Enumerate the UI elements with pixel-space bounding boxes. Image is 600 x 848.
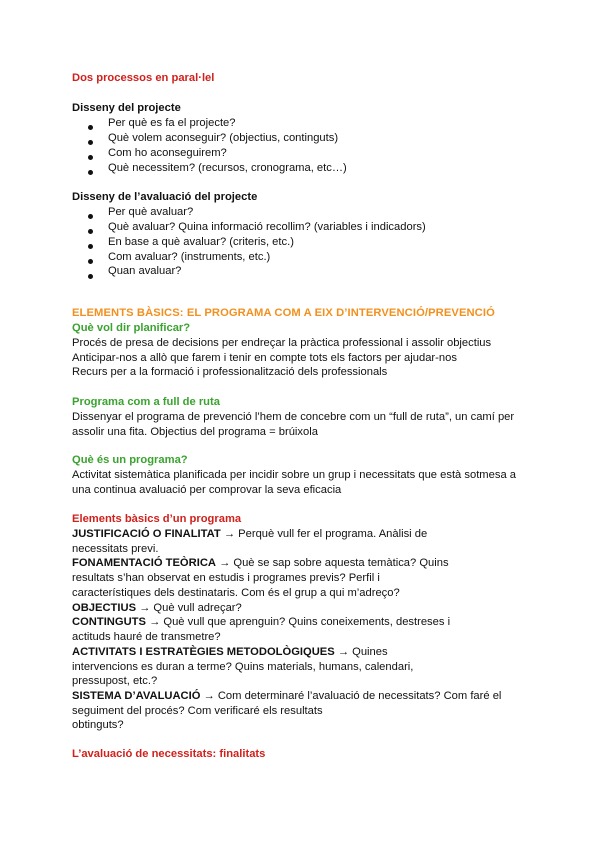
heading-programa: Què és un programa? [72,454,188,466]
paragraph-line: Activitat sistemàtica planificada per incidir sobre un grup i necessitats que està sotmesa a [72,469,516,481]
element-label: SISTEMA D’AVALUACIÓ [72,690,201,702]
element-label: FONAMENTACIÓ TEÒRICA [72,557,216,569]
paragraph-line: pressupost, etc.? [72,675,158,687]
bullet-icon [88,121,93,133]
element-continguts [72,615,450,630]
element-text: → Quines [334,646,388,658]
element-fonamentacio [72,556,449,571]
list-item: Per què avaluar? [108,206,194,218]
element-objectius [72,601,242,616]
heading-disseny-avaluacio: Disseny de l’avaluació del projecte [72,191,258,203]
paragraph-line: una continua avaluació per comprovar la seva eficacia [72,484,342,496]
element-label: ACTIVITATS I ESTRATÈGIES METODOLÒGIQUES [72,646,335,658]
heading-avaluacio-necessitats: L’avaluació de necessitats: finalitats [72,748,266,760]
heading-elements-programa: Elements bàsics d’un programa [72,513,242,525]
heading-planificar: Què vol dir planificar? [72,322,191,334]
list-item: Com ho aconseguirem? [108,147,227,159]
element-text: → Què se sap sobre aquesta temàtica? Quins [215,557,449,569]
element-label: CONTINGUTS [72,616,146,628]
bullet-icon [88,136,93,148]
element-sistema-avaluacio [72,689,501,704]
element-text: → Què vull adreçar? [136,602,242,614]
paragraph-line: seguiment del procés? Com verificaré els resultats [72,705,323,717]
paragraph-line: actituds hauré de transmetre? [72,631,221,643]
element-label: JUSTIFICACIÓ O FINALITAT [72,528,221,540]
heading-full-ruta: Programa com a full de ruta [72,396,220,408]
heading-disseny-projecte: Disseny del projecte [72,102,181,114]
bullet-icon [88,270,93,282]
element-text: → Perquè vull fer el programa. Anàlisi de [220,528,428,540]
paragraph-line: necessitats previ. [72,543,159,555]
bullet-icon [88,151,93,163]
paragraph-line: intervencions es duran a terme? Quins materials, humans, calendari, [72,661,414,673]
element-text: → Com determinaré l’avaluació de necessitats? Com faré el [200,690,502,702]
paragraph-line: obtinguts? [72,719,124,731]
paragraph-line: Dissenyar el programa de prevenció l’hem de concebre com un “full de ruta”, un camí per [72,411,515,423]
paragraph-line: Recurs per a la formació i professionalització dels professionals [72,366,388,378]
list-item: Què avaluar? Quina informació recollim? (variables i indicadors) [108,221,426,233]
paragraph-line: resultats s’han observat en estudis i programes previs? Perfil i [72,572,380,584]
paragraph-line: característiques dels destinataris. Com és el grup a qui m’adreço? [72,587,400,599]
list-item: Per què es fa el projecte? [108,117,236,129]
list-item: Què necessitem? (recursos, cronograma, etc…) [108,162,347,174]
bullet-icon [88,210,93,222]
paragraph-line: assolir una fita. Objectius del programa = brúixola [72,426,318,438]
element-text: → Què vull que aprenguin? Quins coneixements, destreses i [145,616,451,628]
bullet-icon [88,225,93,237]
paragraph-line: Procés de presa de decisions per endreçar la pràctica professional i assolir objectius [72,337,492,349]
bullet-icon [88,166,93,178]
bullet-icon [88,240,93,252]
paragraph-line: Anticipar-nos a allò que farem i tenir en compte tots els factors per ajudar-nos [72,352,457,364]
list-item: Què volem aconseguir? (objectius, continguts) [108,132,339,144]
element-justificacio [72,527,427,542]
element-activitats [72,645,388,660]
section-title-processos: Dos processos en paral·lel [72,72,215,84]
bullet-icon [88,255,93,267]
element-label: OBJECTIUS [72,602,137,614]
list-item: Com avaluar? (instruments, etc.) [108,251,271,263]
section-title-elements-basics: ELEMENTS BÀSICS: EL PROGRAMA COM A EIX D’INTERVENCIÓ/PREVENCIÓ [72,307,495,319]
list-item: En base a què avaluar? (criteris, etc.) [108,236,294,248]
list-item: Quan avaluar? [108,265,182,277]
